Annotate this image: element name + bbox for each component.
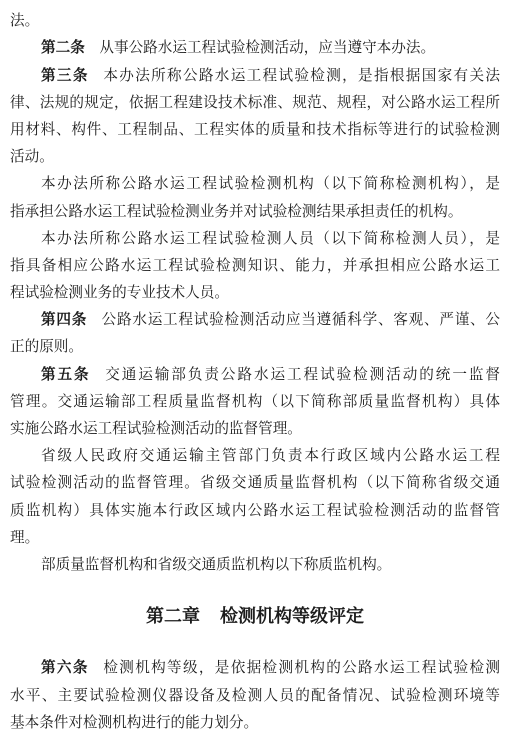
article-label: 第五条 <box>41 365 91 383</box>
text-line <box>10 62 500 89</box>
text-line <box>10 34 500 61</box>
text-line: 活动。 <box>10 148 54 166</box>
text-line: 省级人民政府交通运输主管部门负责本行政区域内公路水运工程 <box>41 447 500 465</box>
text-line: 用材料、构件、工程制品、工程实体的质量和技术指标等进行的试验检测 <box>10 120 500 138</box>
article-4 <box>10 306 500 360</box>
text-line: 本办法所称公路水运工程试验检测机构（以下简称检测机构），是 <box>41 175 500 193</box>
paragraph <box>10 306 500 360</box>
article-label: 第三条 <box>41 66 89 84</box>
text-line: 律、法规的规定，依据工程建设技术标准、规范、规程，对公路水运工程所 <box>10 93 500 111</box>
paragraph <box>10 62 500 171</box>
line-text: 本办法所称公路水运工程试验检测，是指根据国家有关法 <box>103 66 500 84</box>
text-line: 指具备相应公路水运工程试验检测知识、能力，并承担相应公路水运工 <box>10 256 500 274</box>
text-line: 正的原则。 <box>10 338 83 356</box>
text-line: 本办法所称公路水运工程试验检测人员（以下简称检测人员），是 <box>41 229 500 247</box>
text-line <box>10 654 500 681</box>
article-label: 第二条 <box>41 39 85 57</box>
text-line <box>10 306 500 333</box>
text-line: 部质量监督机构和省级交通质监机构以下称质监机构。 <box>41 555 392 573</box>
paragraph <box>10 361 500 443</box>
article-6 <box>10 654 500 736</box>
text-line: 指承担公路水运工程试验检测业务并对试验检测结果承担责任的机构。 <box>10 202 463 220</box>
text-line: 理。 <box>10 528 40 546</box>
text-line: 实施公路水运工程试验检测活动的监督管理。 <box>10 420 302 437</box>
text-line: 水平、主要试验检测仪器设备及检测人员的配备情况、试验检测环境等 <box>10 686 500 704</box>
continued-paragraph-line: 法。 <box>10 12 40 30</box>
article-3 <box>10 62 500 307</box>
page-content <box>10 7 500 736</box>
paragraph <box>10 170 500 224</box>
article-2 <box>10 34 500 61</box>
line-text: 公路水运工程试验检测活动应当遵循科学、客观、严谨、公 <box>101 311 500 329</box>
text-line: 试验检测活动的监督管理。省级交通质量监督机构（以下简称省级交通 <box>10 474 500 492</box>
paragraph <box>10 442 500 551</box>
chapter-heading <box>10 603 500 630</box>
line-text: 交通运输部负责公路水运工程试验检测活动的统一监督 <box>105 365 500 383</box>
text-line: 程试验检测业务的专业技术人员。 <box>10 284 229 302</box>
line-text: 从事公路水运工程试验检测活动，应当遵守本办法。 <box>99 39 436 57</box>
chapter-title: 检测机构等级评定 <box>220 606 364 628</box>
paragraph <box>10 551 500 578</box>
article-label: 第四条 <box>41 311 88 329</box>
paragraph <box>10 34 500 61</box>
article-label: 第六条 <box>41 659 89 677</box>
text-line <box>10 361 500 388</box>
text-line: 管理。交通运输部工程质量监督机构（以下简称部质量监督机构）具体 <box>10 392 500 410</box>
text-line: 质监机构）具体实施本行政区域内公路水运工程试验检测活动的监督管 <box>10 501 500 519</box>
paragraph <box>10 654 500 736</box>
line-text: 检测机构等级，是依据检测机构的公路水运工程试验检测 <box>103 659 500 677</box>
text-line: 基本条件对检测机构进行的能力划分。 <box>10 713 259 731</box>
paragraph <box>10 225 500 307</box>
article-5 <box>10 361 500 579</box>
chapter-number: 第二章 <box>146 606 200 628</box>
